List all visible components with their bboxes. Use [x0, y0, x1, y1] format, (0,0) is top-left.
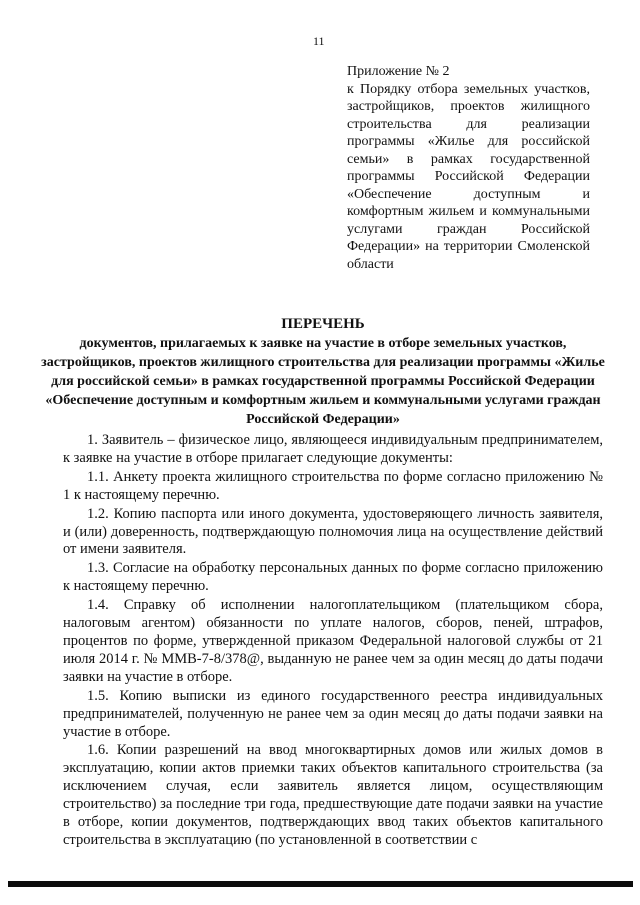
paragraph-1: 1. Заявитель – физическое лицо, являющееся индивидуальным предпринимателем, к заявке на участие в отборе прилагает следующие документы:	[63, 432, 603, 466]
paragraph-1-6: 1.6. Копии разрешений на ввод многоквартирных домов или жилых домов в эксплуатацию, копии актов приемки таких объектов капитального строительства (за исключением случая, если заявитель является лицом, осуществляющим строительство) за последние три года, предшествующие дате подачи заявки на участие в отборе, копии документов, подтверждающих ввод таких объектов капитального строительства в эксплуатацию (по установленной в соответствии с	[63, 742, 603, 848]
paragraph-1-2: 1.2. Копию паспорта или иного документа, удостоверяющего личность заявителя, и (или) доверенность, подтверждающую полномочия лица на осуществление действий от имени заявителя.	[63, 505, 603, 558]
appendix-block	[347, 63, 590, 273]
heading-title: ПЕРЕЧЕНЬ	[281, 316, 365, 332]
document-heading	[40, 316, 606, 429]
document-body	[63, 432, 603, 851]
paragraph-1-4: 1.4. Справку об исполнении налогоплательщиком (плательщиком сбора, налоговым агентом) обязанности по уплате налогов, сборов, пеней, штрафов, процентов по форме, утвержденной приказом Федеральной налоговой службы от 21 июля 2014 г. № ММВ-7-8/378@, выданную не ранее чем за один месяц до даты подачи заявки на участие в отборе.	[63, 597, 603, 685]
paragraph-1-1: 1.1. Анкету проекта жилищного строительства по форме согласно приложению № 1 к настоящему перечню.	[63, 468, 603, 503]
appendix-title: Приложение № 2	[347, 64, 450, 79]
scan-edge-bar	[8, 881, 633, 887]
page-number: 11	[313, 34, 325, 48]
paragraph-1-5: 1.5. Копию выписки из единого государственного реестра индивидуальных предпринимателей, полученную не ранее чем за один месяц до даты подачи заявки на участие в отборе.	[63, 687, 603, 740]
heading-subtitle: документов, прилагаемых к заявке на участие в отборе земельных участков, застройщиков, проектов жилищного строительства для реализации программы «Жилье для российской семьи» в рамках государственной программы Российской Федерации «Обеспечение доступным и комфортным жильем и коммунальными услугами граждан Российской Федерации»	[41, 336, 605, 427]
paragraph-1-3: 1.3. Согласие на обработку персональных данных по форме согласно приложению к настоящему перечню.	[63, 560, 603, 595]
appendix-text: к Порядку отбора земельных участков, застройщиков, проектов жилищного строительства для реализации программы «Жилье для российской семьи» в рамках государственной программы Российской Федерации «Обеспечение доступным и комфортным жильем и коммунальными услугами граждан Российской Федерации» на территории Смоленской области	[347, 81, 590, 272]
